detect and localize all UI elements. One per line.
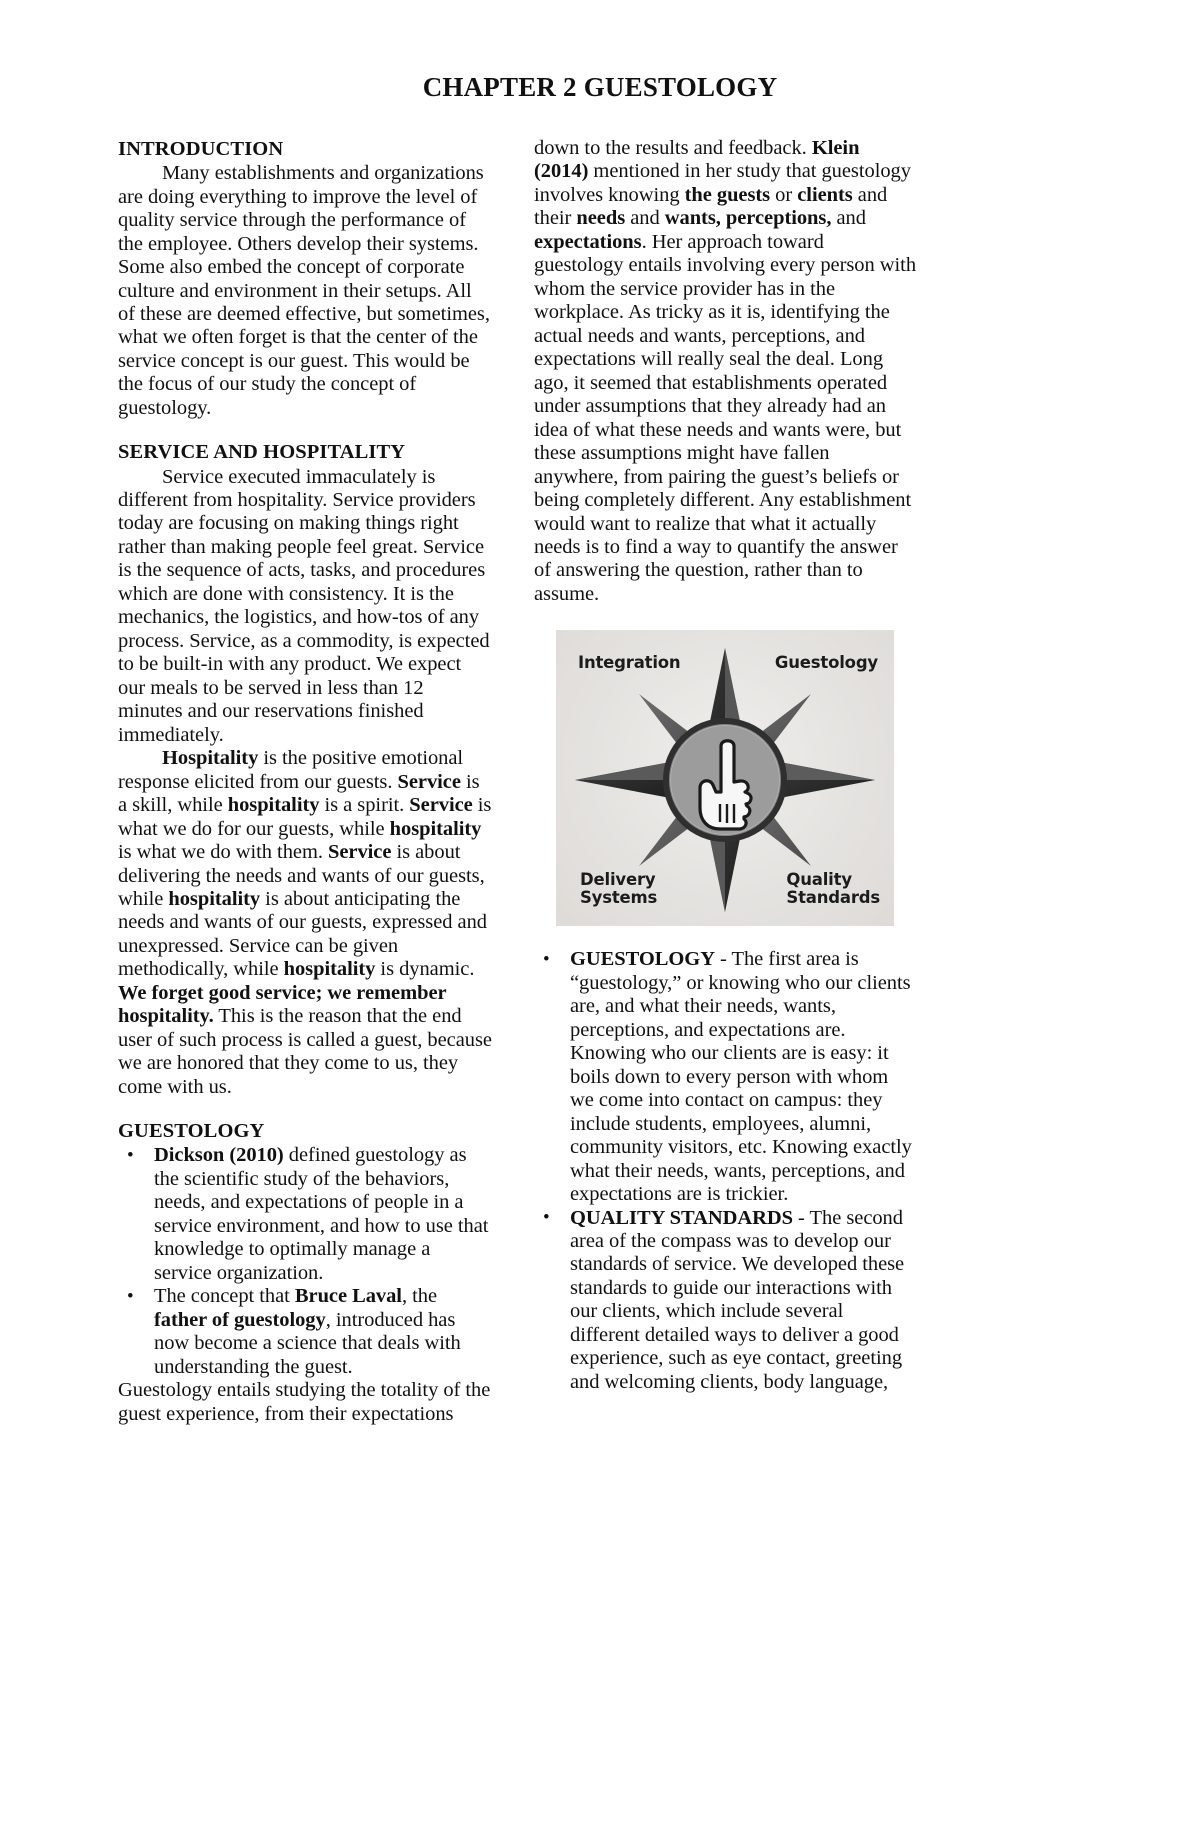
emphasis-text: QUALITY STANDARDS <box>570 1206 793 1229</box>
body-text: , introduced has now become a science that deals with understanding the guest. <box>154 1308 461 1378</box>
body-text: is about delivering the needs and wants of our guests, while <box>118 841 485 910</box>
body-text: . Her approach toward guestology entails involving every person with whom the service provider has in the workplace. As tricky as it is, identifying the actual needs and wants, perceptions, and expectations will really seal the deal. Long ago, it seemed that establishments operated under assumptions that they already had an idea of what these needs and wants were, but these assumptions might have fallen anywhere, from pairing the guest’s beliefs or being completely different. Any establishment would want to realize that what it actually needs is to find a way to quantify the answer of answering the question, rather than to assume. <box>534 230 917 605</box>
body-text: or <box>770 183 798 206</box>
body-text: is the positive emotional response elicited from our guests. <box>118 747 464 793</box>
paragraph-service-definition: Service executed immaculately is different from hospitality. Service providers today are focusing on making things right rather than making people feel great. Service is the sequence of acts, tasks, and procedures which are done with consistency. It is the mechanics, the logistics, and how-tos of any process. Service, as a commodity, is expected to be built-in with any product. We expect our meals to be served in less than 12 minutes and our reservations finished immediately. <box>118 465 490 746</box>
emphasis-text: hospitality <box>283 958 376 981</box>
body-text: is about anticipating the needs and wants of our guests, expressed and unexpressed. Service can be given methodically, while <box>118 887 487 981</box>
two-column-body <box>0 103 1200 1426</box>
body-text: defined guestology as the scientific study of the behaviors, needs, and expectations of people in a service environment, and how to use that knowledge to optimally manage a service organization. <box>154 1144 489 1284</box>
figure-label-delivery-systems <box>580 871 657 907</box>
body-text: and <box>831 207 866 230</box>
emphasis-text: father of guestology <box>154 1308 326 1331</box>
emphasis-text: expectations <box>534 230 642 253</box>
figure-label-quality-standards <box>786 871 880 907</box>
emphasis-text: Service <box>328 841 392 864</box>
emphasis-text: Dickson (2010) <box>154 1144 284 1167</box>
figure-label-quality-line1: Quality <box>786 869 852 889</box>
list-item <box>118 1285 492 1379</box>
figure-label-delivery-line2: Systems <box>580 887 658 907</box>
emphasis-text: the guests <box>684 183 771 206</box>
emphasis-text: wants, perceptions, <box>664 207 832 230</box>
body-text: , the <box>401 1285 438 1308</box>
bullet-icon: • <box>127 1285 134 1307</box>
emphasis-text: hospitality <box>168 887 261 910</box>
body-text: - The first area is “guestology,” or knowing who our clients are, and what their needs, wants, perceptions, and expectations are. Knowing who our clients are is easy: it boils down to every person with whom we come into contact on campus: they include students, employees, alumni, community visitors, etc. Knowing exactly what their needs, wants, perceptions, and expectations are is trickier. <box>570 948 912 1206</box>
guestology-compass-diagram <box>556 630 894 926</box>
body-text: and their <box>534 183 888 230</box>
body-text: The concept that <box>154 1285 295 1308</box>
heading-introduction: INTRODUCTION <box>118 138 284 160</box>
list-item-text <box>154 1285 461 1377</box>
list-item <box>118 1144 492 1285</box>
paragraph-klein-continuation <box>534 137 916 606</box>
paragraph-hospitality-definition <box>118 747 492 1099</box>
guestology-definition-list <box>118 1144 492 1379</box>
body-text: This is the reason that the end user of such process is called a guest, because we are honored that they come to us, they come with us. <box>118 1005 492 1098</box>
list-item-text <box>570 1207 904 1393</box>
body-text: - The second area of the compass was to develop our standards of service. We developed these standards to guide our interactions with our clients, which include several different detailed ways to deliver a good experience, such as eye contact, greeting and welcoming clients, body language, <box>570 1206 905 1393</box>
body-text: is a spirit. <box>319 794 410 817</box>
body-text: is what we do for our guests, while <box>118 794 492 840</box>
emphasis-text: needs <box>576 207 626 230</box>
emphasis-text: Bruce Laval <box>294 1285 402 1308</box>
paragraph-guestology-closing: Guestology entails studying the totality of the guest experience, from their expectations <box>118 1379 491 1425</box>
emphasis-text: hospitality <box>389 817 482 840</box>
figure-label-integration: Integration <box>578 653 681 673</box>
paragraph-introduction: Many establishments and organizations are doing everything to improve the level of quality service through the performance of the employee. Others develop their systems. Some also embed the concept of corporate culture and environment in their setups. All of these are deemed effective, but sometimes, what we often forget is that the center of the service concept is our guest. This would be the focus of our study the concept of guestology. <box>118 162 490 419</box>
list-item <box>534 948 916 1206</box>
figure-label-quality-line2: Standards <box>786 887 880 907</box>
body-text: down to the results and feedback. <box>534 137 812 159</box>
bullet-icon: • <box>127 1144 134 1166</box>
heading-service-and-hospitality: SERVICE AND HOSPITALITY <box>118 441 406 464</box>
spacer <box>118 420 492 440</box>
figure-label-guestology: Guestology <box>774 653 878 673</box>
list-item <box>534 1207 916 1395</box>
right-column <box>534 137 916 1394</box>
emphasis-text: clients <box>797 183 853 206</box>
page-title: CHAPTER 2 GUESTOLOGY <box>422 72 778 102</box>
body-text: and <box>625 207 665 230</box>
emphasis-text: Hospitality <box>162 747 259 770</box>
body-text: mentioned in her study that guestology involves knowing <box>534 160 911 206</box>
emphasis-text: hospitality <box>227 794 320 817</box>
emphasis-text: Service <box>397 770 461 793</box>
body-text: is dynamic. <box>375 958 475 981</box>
heading-guestology-left: GUESTOLOGY <box>118 1120 265 1143</box>
body-text: is what we do with them. <box>118 841 328 864</box>
figure-label-delivery-line1: Delivery <box>580 869 656 889</box>
emphasis-text: Klein (2014) <box>534 137 860 183</box>
body-text: is a skill, while <box>118 770 480 817</box>
list-item-text <box>570 948 912 1205</box>
emphasis-text: GUESTOLOGY <box>570 948 715 971</box>
compass-areas-list <box>534 948 916 1394</box>
emphasis-text: Service <box>409 794 473 817</box>
left-column <box>118 137 492 1426</box>
bullet-icon: • <box>543 948 550 970</box>
emphasis-text: We forget good service; we remember hospitality. <box>118 981 447 1028</box>
spacer <box>118 1099 492 1119</box>
bullet-icon: • <box>543 1207 550 1229</box>
list-item-text <box>154 1144 488 1283</box>
